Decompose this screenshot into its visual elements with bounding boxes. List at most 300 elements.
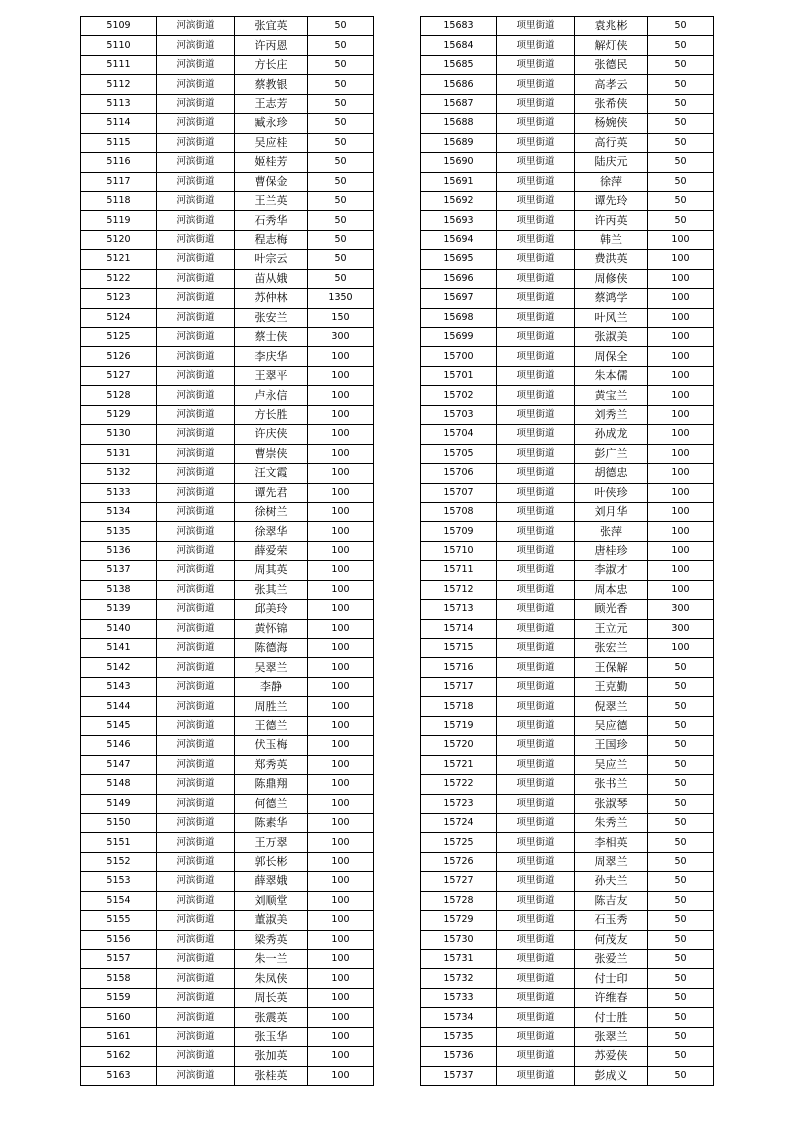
street-cell: 河滨街道 [157,133,235,152]
street-cell: 河滨街道 [157,483,235,502]
street-cell: 项里街道 [497,950,575,969]
amount-cell: 100 [308,950,374,969]
table-row [81,230,374,249]
amount-cell: 50 [648,75,714,94]
name-cell: 苏仲林 [235,289,308,308]
table-row [421,191,714,210]
row-number-cell: 5109 [81,17,157,36]
name-cell: 王翠平 [235,366,308,385]
street-cell: 河滨街道 [157,211,235,230]
name-cell: 吴应兰 [575,755,648,774]
amount-cell: 100 [308,852,374,871]
street-cell: 河滨街道 [157,600,235,619]
street-cell: 项里街道 [497,639,575,658]
name-cell: 陈吉友 [575,891,648,910]
name-cell: 何茂友 [575,930,648,949]
row-number-cell: 15714 [421,619,497,638]
row-number-cell: 15730 [421,930,497,949]
street-cell: 河滨街道 [157,55,235,74]
table-row [421,561,714,580]
row-number-cell: 5121 [81,250,157,269]
street-cell: 项里街道 [497,677,575,696]
table-row [421,891,714,910]
amount-cell: 50 [648,677,714,696]
name-cell: 方长胜 [235,405,308,424]
row-number-cell: 15684 [421,36,497,55]
name-cell: 张德民 [575,55,648,74]
street-cell: 项里街道 [497,386,575,405]
name-cell: 王兰英 [235,191,308,210]
row-number-cell: 5118 [81,191,157,210]
table-row [81,1027,374,1046]
amount-cell: 100 [648,425,714,444]
street-cell: 河滨街道 [157,230,235,249]
row-number-cell: 5124 [81,308,157,327]
table-row [421,55,714,74]
row-number-cell: 5111 [81,55,157,74]
row-number-cell: 5139 [81,600,157,619]
name-cell: 张萍 [575,522,648,541]
amount-cell: 100 [308,580,374,599]
table-row [81,114,374,133]
name-cell: 张加英 [235,1047,308,1066]
street-cell: 河滨街道 [157,852,235,871]
amount-cell: 50 [648,813,714,832]
table-row [421,114,714,133]
row-number-cell: 5120 [81,230,157,249]
amount-cell: 100 [308,833,374,852]
table-row [421,794,714,813]
name-cell: 杨婉侠 [575,114,648,133]
name-cell: 张淑琴 [575,794,648,813]
name-cell: 韩兰 [575,230,648,249]
table-row [421,250,714,269]
row-number-cell: 5157 [81,950,157,969]
row-number-cell: 15715 [421,639,497,658]
street-cell: 项里街道 [497,813,575,832]
row-number-cell: 5127 [81,366,157,385]
street-cell: 项里街道 [497,405,575,424]
street-cell: 河滨街道 [157,308,235,327]
street-cell: 项里街道 [497,794,575,813]
name-cell: 孙成龙 [575,425,648,444]
row-number-cell: 15712 [421,580,497,599]
street-cell: 河滨街道 [157,347,235,366]
name-cell: 苏爱侠 [575,1047,648,1066]
amount-cell: 100 [648,502,714,521]
name-cell: 王克勤 [575,677,648,696]
street-cell: 项里街道 [497,600,575,619]
name-cell: 王志芳 [235,94,308,113]
street-cell: 河滨街道 [157,541,235,560]
name-cell: 徐翠华 [235,522,308,541]
street-cell: 项里街道 [497,289,575,308]
name-cell: 费洪英 [575,250,648,269]
street-cell: 项里街道 [497,541,575,560]
name-cell: 薛翠娥 [235,872,308,891]
name-cell: 解灯侠 [575,36,648,55]
street-cell: 河滨街道 [157,658,235,677]
row-number-cell: 5138 [81,580,157,599]
street-cell: 项里街道 [497,425,575,444]
row-number-cell: 15718 [421,697,497,716]
row-number-cell: 15727 [421,872,497,891]
name-cell: 李相英 [575,833,648,852]
amount-cell: 100 [308,425,374,444]
amount-cell: 50 [648,697,714,716]
table-row [81,444,374,463]
row-number-cell: 5112 [81,75,157,94]
row-number-cell: 15710 [421,541,497,560]
row-number-cell: 5148 [81,775,157,794]
name-cell: 周修侠 [575,269,648,288]
table-row [421,386,714,405]
name-cell: 唐桂珍 [575,541,648,560]
name-cell: 曹保金 [235,172,308,191]
table-row [421,988,714,1007]
amount-cell: 100 [308,444,374,463]
table-row [81,464,374,483]
street-cell: 项里街道 [497,891,575,910]
row-number-cell: 5142 [81,658,157,677]
name-cell: 陈鼎翔 [235,775,308,794]
amount-cell: 100 [308,502,374,521]
table-row [81,755,374,774]
name-cell: 周胜兰 [235,697,308,716]
table-row [81,250,374,269]
name-cell: 孙夫兰 [575,872,648,891]
street-cell: 河滨街道 [157,405,235,424]
street-cell: 河滨街道 [157,988,235,1007]
row-number-cell: 15729 [421,911,497,930]
amount-cell: 100 [308,619,374,638]
street-cell: 项里街道 [497,697,575,716]
amount-cell: 100 [648,366,714,385]
table-row [81,697,374,716]
table-row [421,502,714,521]
street-cell: 项里街道 [497,133,575,152]
amount-cell: 50 [648,114,714,133]
street-cell: 河滨街道 [157,697,235,716]
street-cell: 河滨街道 [157,639,235,658]
table-row [81,794,374,813]
row-number-cell: 15699 [421,328,497,347]
row-number-cell: 15734 [421,1008,497,1027]
row-number-cell: 5137 [81,561,157,580]
name-cell: 高孝云 [575,75,648,94]
name-cell: 袁兆彬 [575,17,648,36]
table-row [81,172,374,191]
amount-cell: 50 [648,775,714,794]
name-cell: 许庆侠 [235,425,308,444]
table-row [81,600,374,619]
amount-cell: 50 [648,911,714,930]
name-cell: 蔡鸿学 [575,289,648,308]
row-number-cell: 15737 [421,1066,497,1085]
street-cell: 河滨街道 [157,891,235,910]
table-row [81,1008,374,1027]
amount-cell: 100 [308,386,374,405]
street-cell: 河滨街道 [157,522,235,541]
name-cell: 王德兰 [235,716,308,735]
row-number-cell: 15720 [421,736,497,755]
amount-cell: 50 [648,172,714,191]
table-row [421,269,714,288]
street-cell: 项里街道 [497,716,575,735]
amount-cell: 50 [308,17,374,36]
amount-cell: 100 [308,794,374,813]
table-row [81,75,374,94]
name-cell: 王万翠 [235,833,308,852]
amount-cell: 100 [308,988,374,1007]
table-row [81,522,374,541]
amount-cell: 50 [648,872,714,891]
amount-cell: 100 [648,639,714,658]
table-row [421,775,714,794]
name-cell: 朱凤侠 [235,969,308,988]
amount-cell: 100 [308,541,374,560]
table-row [421,736,714,755]
table-row [421,930,714,949]
row-number-cell: 5132 [81,464,157,483]
street-cell: 河滨街道 [157,580,235,599]
table-row [81,386,374,405]
table-row [421,94,714,113]
table-row [421,852,714,871]
row-number-cell: 15717 [421,677,497,696]
name-cell: 吴应德 [575,716,648,735]
row-number-cell: 5155 [81,911,157,930]
row-number-cell: 5152 [81,852,157,871]
row-number-cell: 15688 [421,114,497,133]
street-cell: 项里街道 [497,619,575,638]
amount-cell: 50 [308,250,374,269]
table-row [81,950,374,969]
name-cell: 何德兰 [235,794,308,813]
row-number-cell: 15686 [421,75,497,94]
amount-cell: 50 [308,230,374,249]
amount-cell: 100 [308,736,374,755]
amount-cell: 100 [308,755,374,774]
row-number-cell: 15707 [421,483,497,502]
row-number-cell: 15726 [421,852,497,871]
amount-cell: 1350 [308,289,374,308]
street-cell: 项里街道 [497,114,575,133]
street-cell: 项里街道 [497,55,575,74]
amount-cell: 100 [308,561,374,580]
row-number-cell: 5146 [81,736,157,755]
table-row [421,755,714,774]
street-cell: 河滨街道 [157,561,235,580]
amount-cell: 50 [648,36,714,55]
street-cell: 项里街道 [497,1047,575,1066]
row-number-cell: 5110 [81,36,157,55]
amount-cell: 50 [648,833,714,852]
amount-cell: 300 [648,600,714,619]
name-cell: 李淑才 [575,561,648,580]
amount-cell: 100 [648,269,714,288]
amount-cell: 50 [648,55,714,74]
name-cell: 张其兰 [235,580,308,599]
table-row [421,308,714,327]
row-number-cell: 5161 [81,1027,157,1046]
name-cell: 朱秀兰 [575,813,648,832]
amount-cell: 50 [648,1047,714,1066]
name-cell: 张宏兰 [575,639,648,658]
amount-cell: 100 [308,1066,374,1085]
amount-cell: 50 [308,191,374,210]
amount-cell: 100 [308,1047,374,1066]
name-cell: 薛爱荣 [235,541,308,560]
row-number-cell: 5117 [81,172,157,191]
table-row [81,930,374,949]
amount-cell: 100 [648,250,714,269]
table-left-body [81,17,374,1086]
table-row [81,36,374,55]
name-cell: 张宜英 [235,17,308,36]
name-cell: 叶风兰 [575,308,648,327]
name-cell: 徐树兰 [235,502,308,521]
row-number-cell: 15709 [421,522,497,541]
name-cell: 周保全 [575,347,648,366]
amount-cell: 100 [308,658,374,677]
table-row [421,580,714,599]
name-cell: 李静 [235,677,308,696]
name-cell: 石秀华 [235,211,308,230]
table-row [81,502,374,521]
amount-cell: 50 [648,716,714,735]
amount-cell: 50 [648,755,714,774]
street-cell: 项里街道 [497,172,575,191]
amount-cell: 50 [308,269,374,288]
row-number-cell: 5147 [81,755,157,774]
street-cell: 项里街道 [497,347,575,366]
table-row [81,561,374,580]
name-cell: 顾光香 [575,600,648,619]
amount-cell: 50 [648,988,714,1007]
table-row [421,1008,714,1027]
row-number-cell: 15728 [421,891,497,910]
name-cell: 许丙英 [575,211,648,230]
row-number-cell: 15687 [421,94,497,113]
name-cell: 王国珍 [575,736,648,755]
row-number-cell: 5134 [81,502,157,521]
row-number-cell: 15725 [421,833,497,852]
street-cell: 项里街道 [497,969,575,988]
street-cell: 河滨街道 [157,1047,235,1066]
name-cell: 周其英 [235,561,308,580]
table-row [421,153,714,172]
table-row [81,17,374,36]
name-cell: 朱一兰 [235,950,308,969]
name-cell: 彭成义 [575,1066,648,1085]
amount-cell: 100 [308,930,374,949]
name-cell: 姬桂芳 [235,153,308,172]
row-number-cell: 15711 [421,561,497,580]
row-number-cell: 5153 [81,872,157,891]
amount-cell: 50 [648,930,714,949]
name-cell: 付士胜 [575,1008,648,1027]
street-cell: 项里街道 [497,911,575,930]
table-row [421,405,714,424]
street-cell: 项里街道 [497,775,575,794]
row-number-cell: 5162 [81,1047,157,1066]
row-number-cell: 5140 [81,619,157,638]
street-cell: 河滨街道 [157,775,235,794]
table-right [420,16,714,1086]
name-cell: 石玉秀 [575,911,648,930]
row-number-cell: 5113 [81,94,157,113]
row-number-cell: 15700 [421,347,497,366]
street-cell: 项里街道 [497,755,575,774]
street-cell: 项里街道 [497,75,575,94]
table-row [421,677,714,696]
name-cell: 倪翠兰 [575,697,648,716]
row-number-cell: 5123 [81,289,157,308]
row-number-cell: 15695 [421,250,497,269]
row-number-cell: 5154 [81,891,157,910]
row-number-cell: 15733 [421,988,497,1007]
table-row [421,697,714,716]
street-cell: 项里街道 [497,580,575,599]
amount-cell: 50 [308,55,374,74]
street-cell: 项里街道 [497,930,575,949]
amount-cell: 100 [308,969,374,988]
amount-cell: 100 [648,289,714,308]
row-number-cell: 15693 [421,211,497,230]
amount-cell: 100 [648,444,714,463]
name-cell: 张震英 [235,1008,308,1027]
table-row [81,366,374,385]
street-cell: 河滨街道 [157,833,235,852]
street-cell: 河滨街道 [157,930,235,949]
street-cell: 河滨街道 [157,1066,235,1085]
name-cell: 张安兰 [235,308,308,327]
table-row [81,328,374,347]
amount-cell: 100 [648,541,714,560]
name-cell: 陆庆元 [575,153,648,172]
street-cell: 河滨街道 [157,716,235,735]
street-cell: 项里街道 [497,1027,575,1046]
street-cell: 项里街道 [497,17,575,36]
street-cell: 河滨街道 [157,366,235,385]
row-number-cell: 15697 [421,289,497,308]
name-cell: 张淑美 [575,328,648,347]
amount-cell: 100 [648,561,714,580]
amount-cell: 100 [648,522,714,541]
street-cell: 河滨街道 [157,172,235,191]
amount-cell: 100 [308,697,374,716]
name-cell: 李庆华 [235,347,308,366]
row-number-cell: 5144 [81,697,157,716]
amount-cell: 50 [308,75,374,94]
row-number-cell: 5143 [81,677,157,696]
amount-cell: 100 [308,522,374,541]
table-row [81,269,374,288]
street-cell: 项里街道 [497,211,575,230]
table-row [81,580,374,599]
street-cell: 河滨街道 [157,75,235,94]
table-row [421,1066,714,1085]
name-cell: 方长庄 [235,55,308,74]
name-cell: 高行英 [575,133,648,152]
row-number-cell: 5130 [81,425,157,444]
row-number-cell: 5114 [81,114,157,133]
street-cell: 河滨街道 [157,502,235,521]
table-row [81,425,374,444]
name-cell: 许维春 [575,988,648,1007]
table-row [81,736,374,755]
